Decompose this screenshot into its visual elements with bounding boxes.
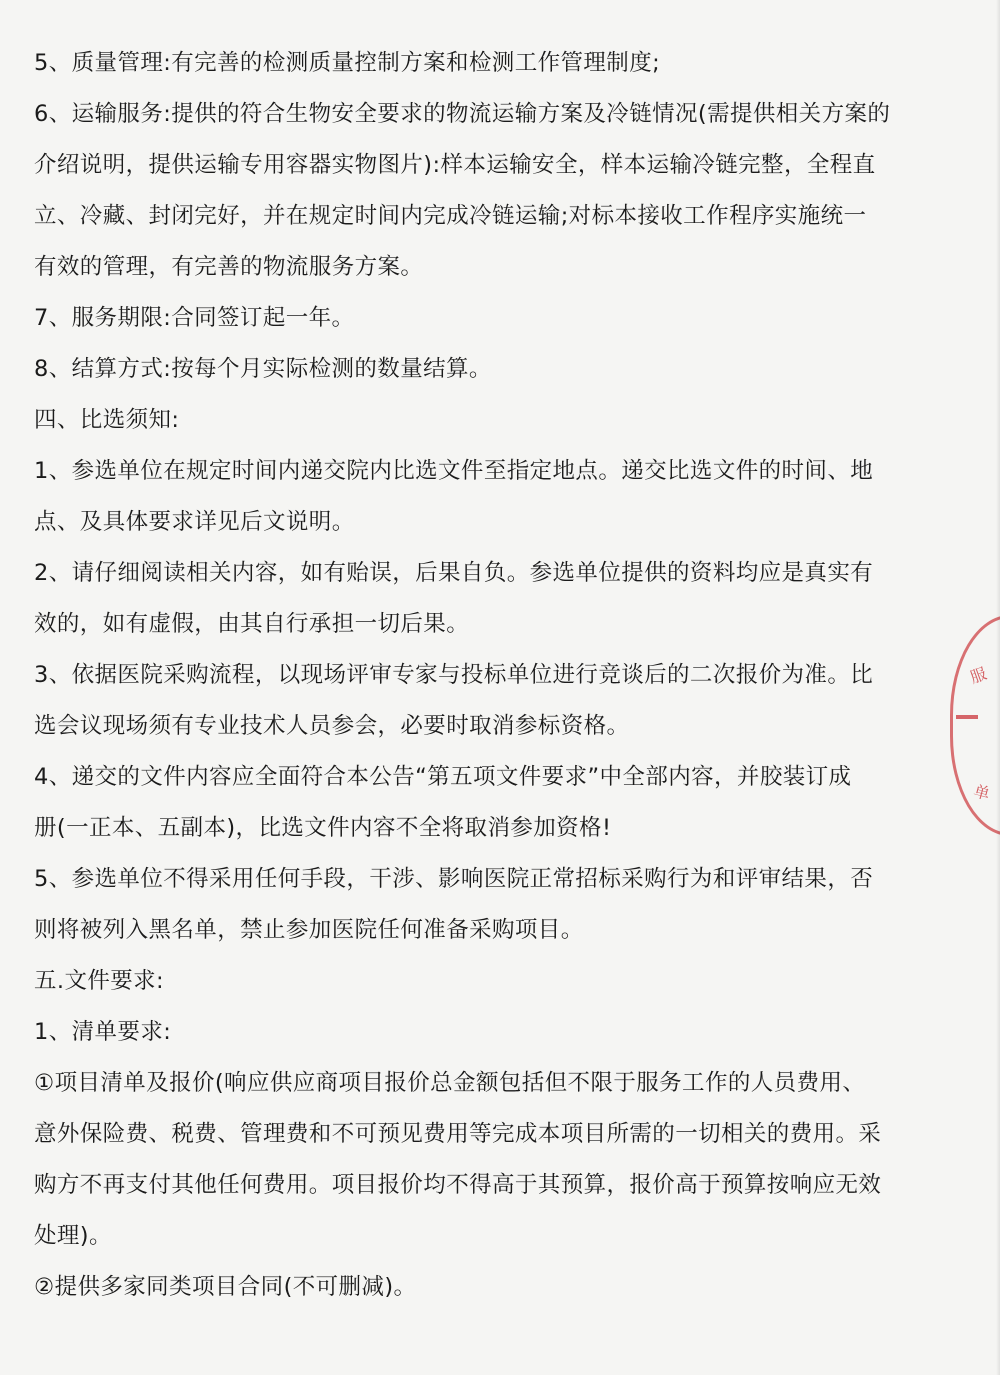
text-line: 立、冷藏、封闭完好，并在规定时间内完成冷链运输;对标本接收工作程序实施统一 <box>34 203 867 229</box>
text-line: 1、清单要求: <box>34 1019 172 1045</box>
text-line: 7、服务期限:合同签订起一年。 <box>34 305 355 331</box>
seal-bar <box>956 715 978 719</box>
text-line: 点、及具体要求详见后文说明。 <box>34 509 355 535</box>
text-line: 购方不再支付其他任何费用。项目报价均不得高于其预算，报价高于预算按响应无效 <box>34 1172 882 1198</box>
text-line: 则将被列入黑名单，禁止参加医院任何准备采购项目。 <box>34 917 584 943</box>
text-line: 1、参选单位在规定时间内递交院内比选文件至指定地点。递交比选文件的时间、地 <box>34 458 874 484</box>
text-line: 3、依据医院采购流程，以现场评审专家与投标单位进行竞谈后的二次报价为准。比 <box>34 662 874 688</box>
text-line: 5、质量管理:有完善的检测质量控制方案和检测工作管理制度; <box>34 50 661 76</box>
text-line: ②提供多家同类项目合同(不可删减)。 <box>34 1274 417 1300</box>
text-line: 6、运输服务:提供的符合生物安全要求的物流运输方案及冷链情况(需提供相关方案的 <box>34 101 891 127</box>
text-line: 选会议现场须有专业技术人员参会，必要时取消参标资格。 <box>34 713 630 739</box>
text-line: 介绍说明，提供运输专用容器实物图片):样本运输安全，样本运输冷链完整，全程直 <box>34 152 876 178</box>
text-line: 册(一正本、五副本)，比选文件内容不全将取消参加资格! <box>34 815 612 841</box>
partial-seal-stamp <box>930 615 1000 835</box>
section-heading: 五.文件要求: <box>34 968 165 994</box>
page-edge-shadow <box>996 0 1000 1375</box>
text-line: 4、递交的文件内容应全面符合本公告“第五项文件要求”中全部内容，并胶装订成 <box>34 764 852 790</box>
section-heading: 四、比选须知: <box>34 407 180 433</box>
text-line: 处理)。 <box>34 1223 112 1249</box>
text-line: 2、请仔细阅读相关内容，如有贻误，后果自负。参选单位提供的资料均应是真实有 <box>34 560 874 586</box>
text-line: 意外保险费、税费、管理费和不可预见费用等完成本项目所需的一切相关的费用。采 <box>34 1121 882 1147</box>
text-line: 效的，如有虚假，由其自行承担一切后果。 <box>34 611 470 637</box>
seal-char-top: 服 <box>967 663 990 688</box>
text-line: 5、参选单位不得采用任何手段，干涉、影响医院正常招标采购行为和评审结果，否 <box>34 866 874 892</box>
text-line: 8、结算方式:按每个月实际检测的数量结算。 <box>34 356 492 382</box>
document-body <box>34 38 964 1313</box>
text-line: 有效的管理，有完善的物流服务方案。 <box>34 254 424 280</box>
seal-char-bottom: 单 <box>971 781 992 804</box>
seal-ring <box>950 615 1000 835</box>
text-line: ①项目清单及报价(响应供应商项目报价总金额包括但不限于服务工作的人员费用、 <box>34 1070 866 1096</box>
